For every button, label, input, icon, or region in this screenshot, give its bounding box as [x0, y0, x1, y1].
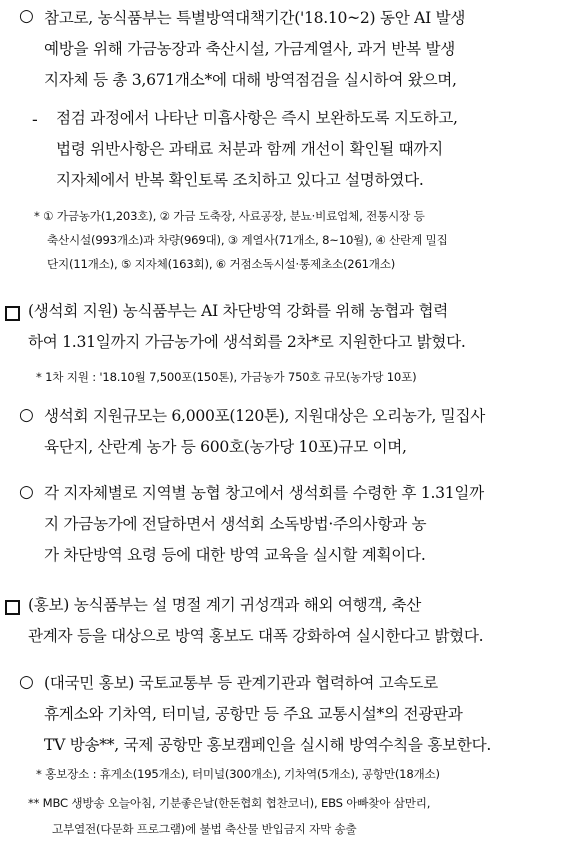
intro-sub-line-2: 법령 위반사항은 과태료 처분과 함께 개선이 확인될 때까지: [56, 140, 443, 158]
circle-bullet-icon: ○: [19, 672, 34, 692]
pr-bullet-line-3: TV 방송**, 국제 공항만 홍보캠페인을 실시해 방역수칙을 홍보한다.: [44, 736, 492, 754]
pr-line-2: 관계자 등을 대상으로 방역 홍보도 대폭 강화하여 실시한다고 밝혔다.: [28, 627, 484, 645]
intro-note-line-2: 축산시설(993개소)과 차량(969대), ③ 계열사(71개소, 8~10월), ④ 산란계 밀집: [47, 233, 448, 247]
dash-marker: -: [32, 110, 38, 130]
intro-line-2: 예방을 위해 가금농장과 축산시설, 가금계열사, 과거 반복 발생: [44, 40, 456, 58]
intro-line-3: 지자체 등 총 3,671개소*에 대해 방역점검을 실시하여 왔으며,: [44, 71, 457, 89]
intro-note-line-3: 단지(11개소), ⑤ 지자체(163회), ⑥ 거점소독시설·통제초소(261개소): [47, 257, 396, 271]
lime-bullet2-line-3: 가 차단방역 요령 등에 대한 방역 교육을 실시할 계획이다.: [44, 546, 426, 564]
circle-bullet-icon: ○: [19, 405, 34, 425]
intro-sub-line-1: 점검 과정에서 나타난 미흡사항은 즉시 보완하도록 지도하고,: [56, 109, 458, 127]
lime-bullet2-line-1: 각 지자체별로 지역별 농협 창고에서 생석회를 수령한 후 1.31일까: [44, 484, 484, 502]
circle-bullet-icon: ○: [19, 482, 34, 502]
pr-line-1: (홍보) 농식품부는 설 명절 계기 귀성객과 해외 여행객, 축산: [28, 596, 422, 614]
intro-sub-line-3: 지자체에서 반복 확인토록 조치하고 있다고 설명하였다.: [56, 171, 424, 189]
lime-bullet1-line-2: 육단지, 산란계 농가 등 600호(농가당 10포)규모 이며,: [44, 438, 407, 456]
lime-line-1: (생석회 지원) 농식품부는 AI 차단방역 강화를 위해 농협과 협력: [28, 302, 448, 320]
intro-note-line-1: * ① 가금농가(1,203호), ② 가금 도축장, 사료공장, 분뇨·비료업체, 전통시장 등: [34, 209, 425, 223]
checkbox-square-icon: [5, 600, 20, 615]
pr-note-2-line-2: 고부열전(다문화 프로그램)에 불법 축산물 반입금지 자막 송출: [52, 822, 357, 836]
pr-note-1: * 홍보장소 : 휴게소(195개소), 터미널(300개소), 기차역(5개소), 공항만(18개소): [36, 767, 440, 781]
pr-note-2-line-1: ** MBC 생방송 오늘아침, 기분좋은날(한돈협회 협찬코너), EBS 아빠찾아 삼만리,: [28, 796, 431, 810]
pr-bullet-line-2: 휴게소와 기차역, 터미널, 공항만 등 주요 교통시설*의 전광판과: [44, 705, 463, 723]
pr-bullet-line-1: (대국민 홍보) 국토교통부 등 관계기관과 협력하여 고속도로: [44, 674, 438, 692]
lime-note: * 1차 지원 : '18.10월 7,500포(150톤), 가금농가 750호 규모(농가당 10포): [36, 370, 417, 384]
intro-line-1: 참고로, 농식품부는 특별방역대책기간('18.10~2) 동안 AI 발생: [44, 9, 466, 27]
circle-bullet-icon: ○: [19, 6, 34, 26]
lime-line-2: 하여 1.31일까지 가금농가에 생석회를 2차*로 지원한다고 밝혔다.: [28, 333, 466, 351]
lime-bullet2-line-2: 지 가금농가에 전달하면서 생석회 소독방법·주의사항과 농: [44, 515, 427, 533]
checkbox-square-icon: [5, 306, 20, 321]
lime-bullet1-line-1: 생석회 지원규모는 6,000포(120톤), 지원대상은 오리농가, 밀집사: [44, 407, 485, 425]
